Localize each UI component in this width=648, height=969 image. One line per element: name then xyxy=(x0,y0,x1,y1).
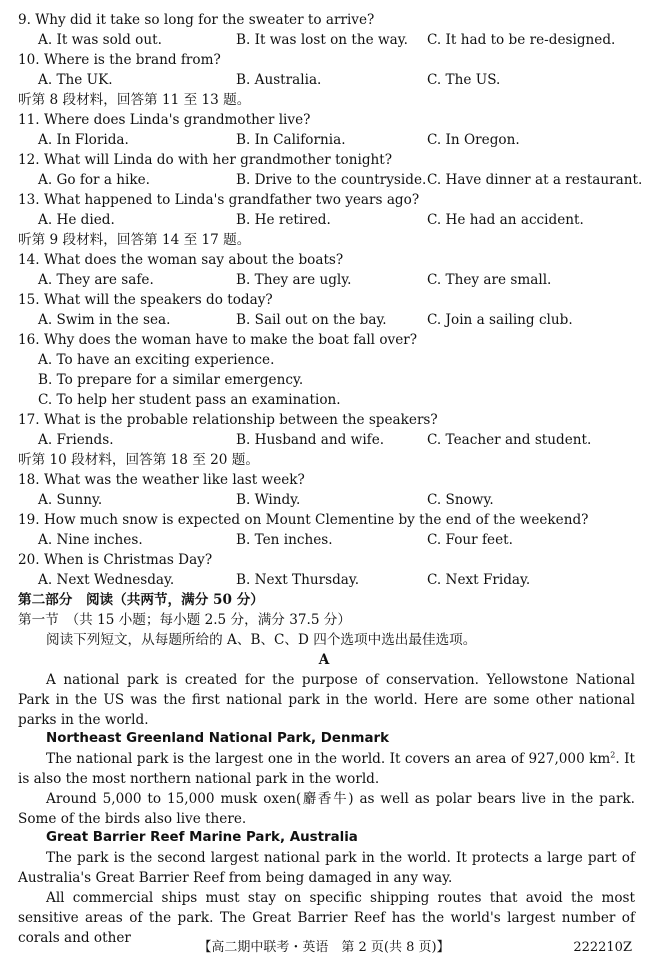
option-a: A. He died. xyxy=(38,212,115,228)
option-b: B. He retired. xyxy=(236,212,331,228)
options-18 xyxy=(0,490,648,510)
page-footer: 【高二期中联考・英语 第 2 页(共 8 页)】 xyxy=(198,940,450,955)
option-c: C. Have dinner at a restaurant. xyxy=(427,172,643,188)
option-b: B. In California. xyxy=(236,132,346,148)
question-stem: 20. When is Christmas Day? xyxy=(18,552,213,568)
option-a: A. In Florida. xyxy=(38,132,129,148)
option-b: B. Australia. xyxy=(236,72,322,88)
question-15 xyxy=(0,290,648,310)
question-9 xyxy=(0,10,648,30)
park1-text-b: . It is also the most northern national park in the world. xyxy=(18,751,635,787)
option-b: B. They are ugly. xyxy=(236,272,352,288)
question-stem: 17. What is the probable relationship between the speakers? xyxy=(18,412,438,428)
question-stem: 16. Why does the woman have to make the boat fall over? xyxy=(18,332,418,348)
option-c: C. Next Friday. xyxy=(427,572,531,588)
option-16-b xyxy=(0,370,648,390)
paper-code: 222210Z xyxy=(573,940,632,955)
question-13 xyxy=(0,190,648,210)
question-20 xyxy=(0,550,648,570)
option-c: C. Join a sailing club. xyxy=(427,312,573,328)
question-stem: 19. How much snow is expected on Mount Clementine by the end of the weekend? xyxy=(18,512,589,528)
options-13 xyxy=(0,210,648,230)
question-16 xyxy=(0,330,648,350)
instruction-text: 听第 9 段材料，回答第 14 至 17 题。 xyxy=(18,232,251,248)
option-b: B. Drive to the countryside. xyxy=(236,172,427,188)
option-a: A. It was sold out. xyxy=(38,32,162,48)
option-c: C. The US. xyxy=(427,72,501,88)
option-a: A. Next Wednesday. xyxy=(38,572,175,588)
option-c: C. Snowy. xyxy=(427,492,494,508)
options-10 xyxy=(0,70,648,90)
option-c: C. In Oregon. xyxy=(427,132,520,148)
question-stem: 9. Why did it take so long for the sweater to arrive? xyxy=(18,12,375,28)
option-b: B. Next Thursday. xyxy=(236,572,360,588)
question-stem: 12. What will Linda do with her grandmother tonight? xyxy=(18,152,393,168)
option-a: A. Go for a hike. xyxy=(38,172,150,188)
option-b: B. It was lost on the way. xyxy=(236,32,408,48)
instruction-10 xyxy=(0,450,648,470)
question-stem: 18. What was the weather like last week? xyxy=(18,472,305,488)
question-17 xyxy=(0,410,648,430)
options-17 xyxy=(0,430,648,450)
question-10 xyxy=(0,50,648,70)
question-stem: 10. Where is the brand from? xyxy=(18,52,221,68)
options-9 xyxy=(0,30,648,50)
option-a: A. They are safe. xyxy=(38,272,154,288)
option-c: C. He had an accident. xyxy=(427,212,584,228)
option-16-c xyxy=(0,390,648,410)
option-b: B. To prepare for a similar emergency. xyxy=(38,372,304,388)
option-16-a xyxy=(0,350,648,370)
options-20 xyxy=(0,570,648,590)
park2-paragraph-2: All commercial ships must stay on specific shipping routes that avoid the most sensitive areas of the park. The Great Barrier Reef has the world's largest number of corals and other xyxy=(18,890,635,946)
options-12 xyxy=(0,170,648,190)
instruction-9 xyxy=(0,230,648,250)
park1-superscript: 2 xyxy=(610,750,616,760)
option-c: C. Four feet. xyxy=(427,532,513,548)
option-c: C. To help her student pass an examination. xyxy=(38,392,341,408)
question-stem: 13. What happened to Linda's grandfather two years ago? xyxy=(18,192,420,208)
park1-paragraph-2: Around 5,000 to 15,000 musk oxen(麝香牛) as well as polar bears live in the park. Some of the birds also live there. xyxy=(18,791,635,827)
option-b: B. Windy. xyxy=(236,492,301,508)
question-18 xyxy=(0,470,648,490)
park1-title: Northeast Greenland National Park, Denmark xyxy=(46,731,390,746)
question-12 xyxy=(0,150,648,170)
option-b: B. Husband and wife. xyxy=(236,432,385,448)
question-11 xyxy=(0,110,648,130)
option-a: A. The UK. xyxy=(38,72,113,88)
option-a: A. Sunny. xyxy=(38,492,103,508)
park2-paragraph-1: The park is the second largest national park in the world. It protects a large part of Australia's Great Barrier Reef from being damaged in any way. xyxy=(18,850,635,886)
part2-heading-row xyxy=(0,590,648,610)
option-b: B. Sail out on the bay. xyxy=(236,312,387,328)
question-stem: 15. What will the speakers do today? xyxy=(18,292,273,308)
question-stem: 11. Where does Linda's grandmother live? xyxy=(18,112,311,128)
option-c: C. Teacher and student. xyxy=(427,432,592,448)
instruction-text: 听第 10 段材料，回答第 18 至 20 题。 xyxy=(18,452,259,468)
park2-title: Great Barrier Reef Marine Park, Australia xyxy=(46,830,358,845)
section1-heading: 第一节 （共 15 小题；每小题 2.5 分，满分 37.5 分） xyxy=(18,612,351,628)
option-a: A. Swim in the sea. xyxy=(38,312,171,328)
options-15 xyxy=(0,310,648,330)
options-11 xyxy=(0,130,648,150)
option-c: C. They are small. xyxy=(427,272,552,288)
park1-text-a: The national park is the largest one in the world. It covers an area of 927,000 km xyxy=(46,751,611,767)
option-c: C. It had to be re-designed. xyxy=(427,32,616,48)
park1-paragraph-1 xyxy=(18,749,635,789)
part2-heading: 第二部分 阅读（共两节，满分 50 分） xyxy=(18,592,264,608)
section1-instruction: 阅读下列短文，从每题所给的 A、B、C、D 四个选项中选出最佳选项。 xyxy=(46,632,477,648)
question-stem: 14. What does the woman say about the boats? xyxy=(18,252,344,268)
option-a: A. Nine inches. xyxy=(38,532,143,548)
question-19 xyxy=(0,510,648,530)
option-b: B. Ten inches. xyxy=(236,532,333,548)
options-14 xyxy=(0,270,648,290)
intro-paragraph: A national park is created for the purpose of conservation. Yellowstone National Park in the US was the first national park in the world. Here are some other national parks in the world. xyxy=(18,672,635,728)
instruction-8 xyxy=(0,90,648,110)
section1-instruction-row xyxy=(0,630,648,650)
options-19 xyxy=(0,530,648,550)
passage-letter: A xyxy=(318,652,330,668)
option-a: A. To have an exciting experience. xyxy=(38,352,275,368)
section1-heading-row xyxy=(0,610,648,630)
question-14 xyxy=(0,250,648,270)
option-a: A. Friends. xyxy=(38,432,114,448)
instruction-text: 听第 8 段材料，回答第 11 至 13 题。 xyxy=(18,92,251,108)
